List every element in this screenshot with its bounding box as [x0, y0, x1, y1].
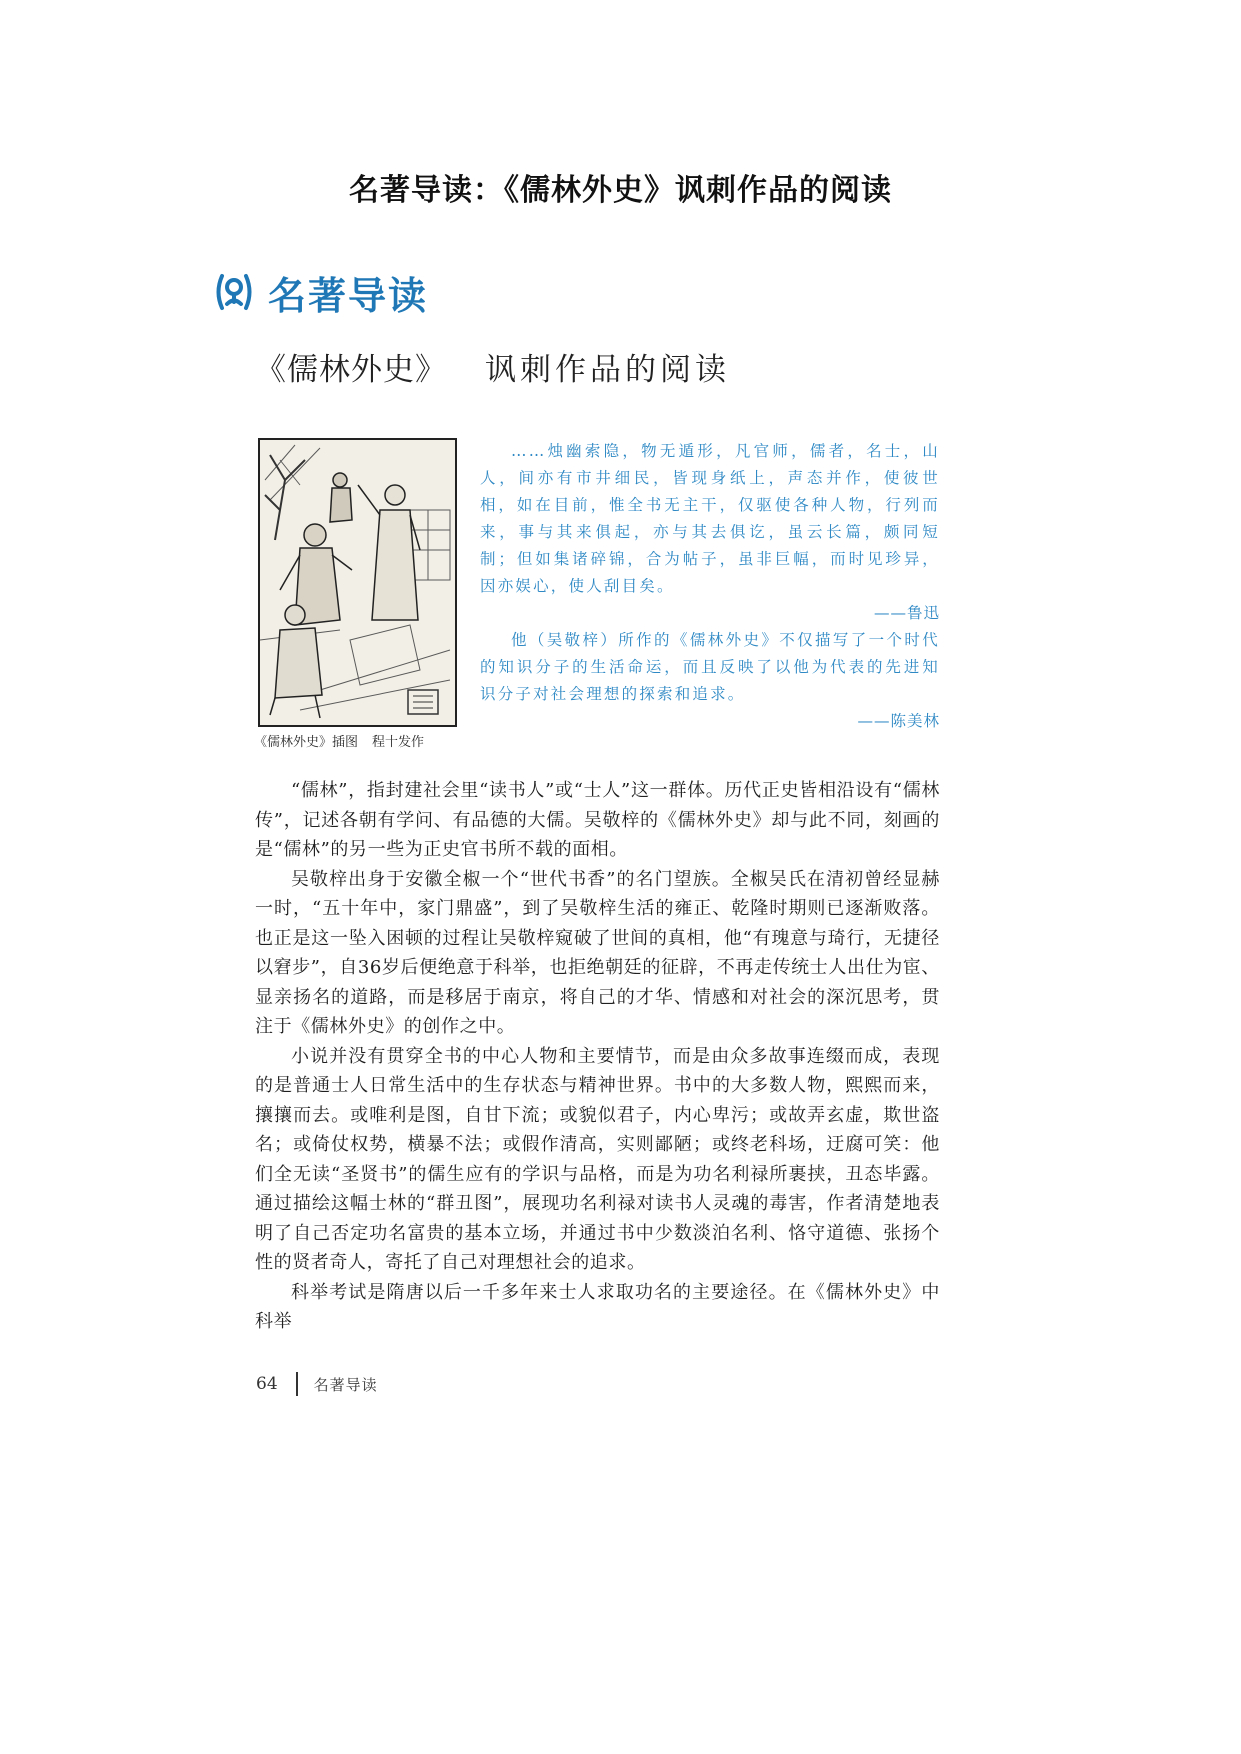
- caption-title: 《儒林外史》插图: [254, 735, 359, 750]
- reading-guide-icon: [212, 270, 256, 314]
- body-paragraph-1: “儒林”，指封建社会里“读书人”或“士人”这一群体。历代正史皆相沿设有“儒林传”，记述各朝有学问、有品德的大儒。吴敬梓的《儒林外史》却与此不同，刻画的是“儒林”的另一些为正史官书所不载的面相。: [255, 780, 940, 860]
- section-label: 名著导读: [268, 272, 429, 318]
- illustration-image: [258, 438, 457, 727]
- quote-luxun-text: ……烛幽索隐，物无遁形，凡官师，儒者，名士，山人，间亦有市井细民，皆现身纸上，声态并作，使彼世相，如在目前，惟全书无主干，仅驱使各种人物，行列而来，事与其来俱起，亦与其去俱讫，虽云长篇，颇同短制；但如集诸碎锦，合为帖子，虽非巨幅，而时见珍异，因亦娱心，使人刮目矣。: [480, 442, 940, 595]
- body-paragraph-3: 小说并没有贯穿全书的中心人物和主要情节，而是由众多故事连缀而成，表现的是普通士人日常生活中的生存状态与精神世界。书中的大多数人物，熙熙而来，攘攘而去。或唯利是图，自甘下流；或貌似君子，内心卑污；或故弄玄虚，欺世盗名；或倚仗权势，横暴不法；或假作清高，实则鄙陋；或终老科场，迂腐可笑：他们全无读“圣贤书”的儒生应有的学识与品格，而是为功名利禄所裹挟，丑态毕露。通过描绘这幅士林的“群丑图”，展现功名利禄对读书人灵魂的毒害，作者清楚地表明了自己否定功名富贵的基本立场，并通过书中少数淡泊名利、恪守道德、张扬个性的贤者奇人，寄托了自己对理想社会的追求。: [255, 1045, 940, 1273]
- page-number: 64: [256, 1374, 278, 1394]
- body-paragraph-2: 吴敬梓出身于安徽全椒一个“世代书香”的名门望族。全椒吴氏在清初曾经显赫一时，“五十年中，家门鼎盛”，到了吴敬梓生活的雍正、乾隆时期则已逐渐败落。也正是这一坠入困顿的过程让吴敬梓窥破了世间的真相，他“有瑰意与琦行，无捷径以窘步”，自36岁后便绝意于科举，也拒绝朝廷的征辟，不再走传统士人出仕为宦、显亲扬名的道路，而是移居于南京，将自己的才华、情感和对社会的深沉思考，贯注于《儒林外史》的创作之中。: [255, 868, 940, 1037]
- article-body: [255, 776, 940, 1337]
- footer-divider: [296, 1372, 298, 1396]
- article-subtitle: [255, 344, 730, 389]
- page-footer: [256, 1372, 378, 1396]
- section-header: [212, 266, 428, 318]
- body-paragraph-4: 科举考试是隋唐以后一千多年来士人求取功名的主要途径。在《儒林外史》中科举: [255, 1281, 940, 1332]
- quotes-block: [480, 438, 940, 735]
- book-title: 《儒林外史》: [255, 352, 447, 388]
- caption-artist: 程十发作: [372, 735, 425, 750]
- subtitle-text: 讽刺作品的阅读: [485, 352, 730, 388]
- quote-chenmeilin-author: ——陈美林: [857, 712, 940, 730]
- footer-label: 名著导读: [313, 1375, 378, 1394]
- document-title: 名著导读：《儒林外史》讽刺作品的阅读: [349, 173, 892, 208]
- illustration-caption: [254, 731, 464, 750]
- quote-chenmeilin-text: 他（吴敬梓）所作的《儒林外史》不仅描写了一个时代的知识分子的生活命运，而且反映了以他为代表的先进知识分子对社会理想的探索和追求。: [480, 631, 940, 703]
- quote-luxun-author: ——鲁迅: [873, 604, 940, 622]
